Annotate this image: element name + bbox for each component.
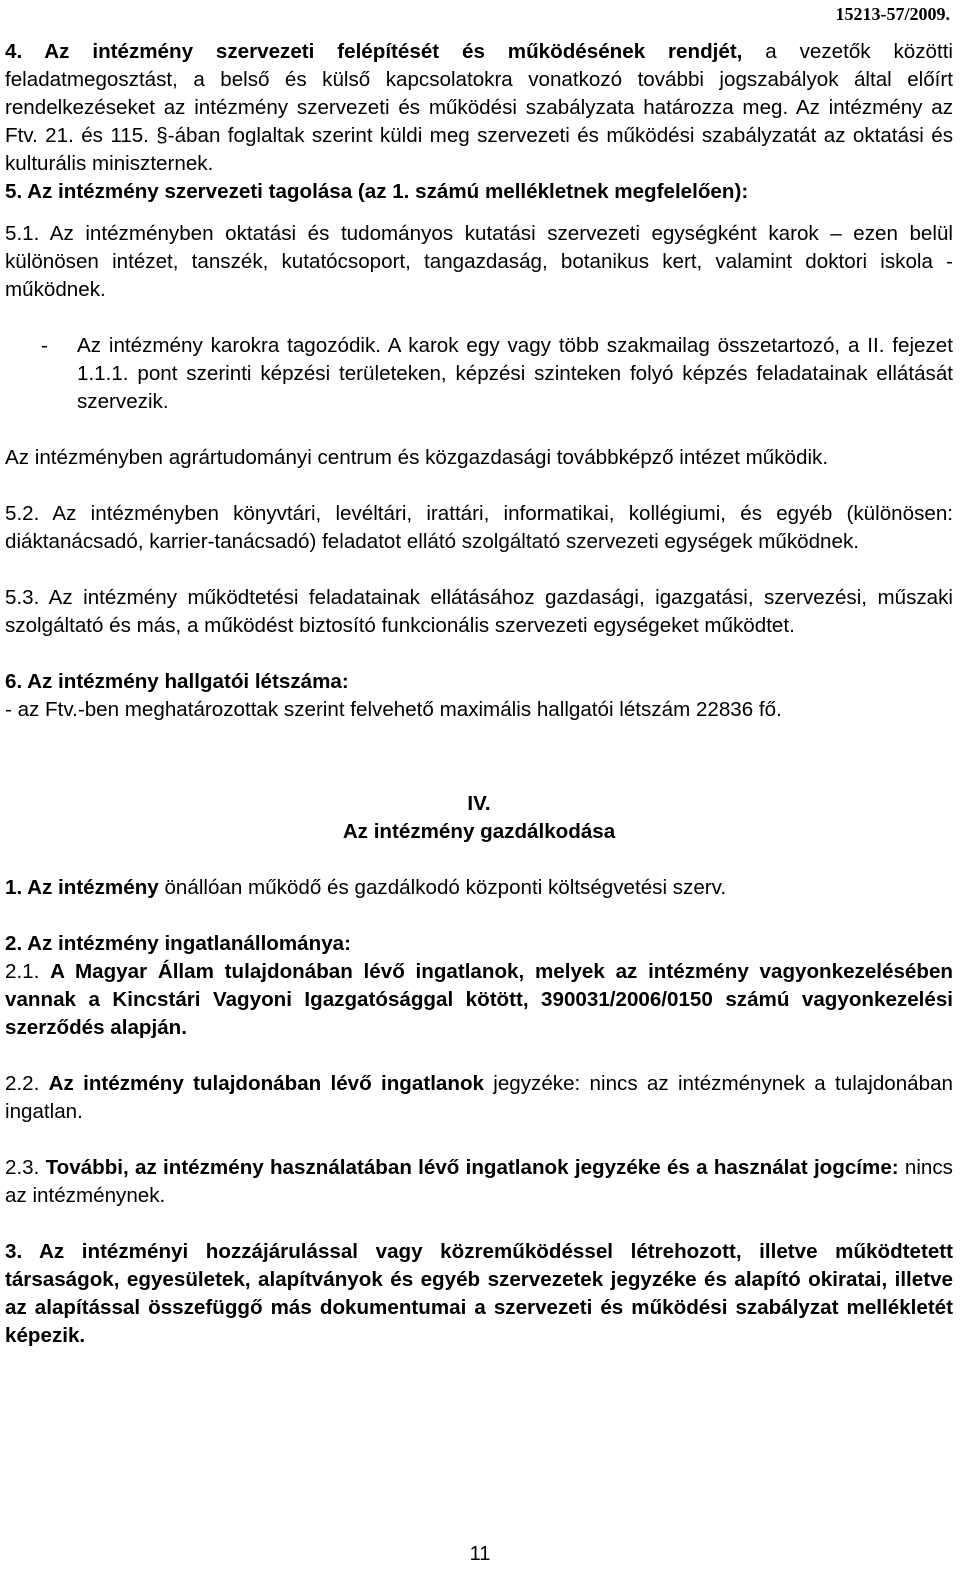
document-body (5, 38, 953, 1350)
p21-number: 2.1. (5, 960, 51, 983)
section-6-heading: 6. Az intézmény hallgatói létszáma: (5, 670, 349, 693)
paragraph-g1 (5, 874, 953, 902)
paragraph-5-1: 5.1. Az intézményben oktatási és tudományos kutatási szervezeti egységként karok – ezen belül különösen intézet, tanszék, kutatócsoport, tangazdaság, botanikus kert, valamint doktori iskola - működnek. (5, 222, 953, 301)
section-5-heading: 5. Az intézmény szervezeti tagolása (az 1. számú mellékletnek megfelelően): (5, 180, 749, 203)
g1-bold: 1. Az intézmény (5, 876, 159, 899)
p22-number: 2.2. (5, 1072, 49, 1095)
section-6-text: - az Ftv.-ben meghatározottak szerint felvehető maximális hallgatói létszám 22836 fő. (5, 698, 782, 721)
g1-text: önállóan működő és gazdálkodó központi költségvetési szerv. (158, 876, 727, 899)
section-4-heading: 4. Az intézmény szervezeti felépítését és működésének rendjét, (5, 40, 743, 63)
p22-bold: Az intézmény tulajdonában lévő ingatlanok (48, 1072, 484, 1095)
chapter-title: Az intézmény gazdálkodása (342, 820, 616, 843)
section-4-paragraph (5, 38, 953, 178)
p21-bold: A Magyar Állam tulajdonában lévő ingatlanok, melyek az intézmény vagyonkezelésében vannak a Kincstári Vagyoni Igazgatósággal kötött, 390031/2006/0150 számú vagyonkezelési szerződés alapján. (5, 960, 953, 1039)
p22-text: jegyzéke: nincs az intézménynek a tulajdonában ingatlan. (5, 1072, 953, 1123)
paragraph-2-2 (5, 1070, 953, 1126)
p23-text: nincs az intézménynek. (5, 1156, 953, 1207)
paragraph-2-1 (5, 958, 953, 1042)
paragraph-2-3 (5, 1154, 953, 1210)
p23-number: 2.3. (5, 1156, 46, 1179)
page-number: 11 (469, 1543, 491, 1565)
paragraph-g3: 3. Az intézményi hozzájárulással vagy közreműködéssel létrehozott, illetve működtetett társaságok, egyesületek, alapítványok és egyéb szervezetek jegyzéke és alapító okiratai, illetve az alapítással összefüggő más dokumentumai a szervezeti és működési szabályzat mellékletét képezik. (5, 1240, 953, 1347)
p23-bold: További, az intézmény használatában lévő ingatlanok jegyzéke és a használat jogcíme: (45, 1156, 899, 1179)
paragraph-g2-heading: 2. Az intézmény ingatlanállománya: (5, 932, 351, 955)
dash-list-item (5, 332, 953, 416)
section-4-text: a vezetők közötti feladatmegosztást, a belső és külső kapcsolatokra vonatkozó további jogszabályok által előírt rendelkezéseket az intézmény szervezeti és működési szabályzata határozza meg. Az intézmény az Ftv. 21. és 115. §-ában foglaltak szerint küldi meg szervezeti és működési szabályzatát az oktatási és kulturális miniszternek. (5, 40, 953, 175)
dash-marker: - (41, 334, 48, 357)
paragraph-5-2: 5.2. Az intézményben könyvtári, levéltári, irattári, informatikai, kollégiumi, és egyéb (különösen: diáktanácsadó, karrier-tanácsadó) feladatot ellátó szolgáltató szervezeti egységek működnek. (5, 502, 953, 553)
paragraph-5-3: 5.3. Az intézmény működtetési feladatainak ellátásához gazdasági, igazgatási, szervezési, műszaki szolgáltató és más, a működést biztosító funkcionális szervezeti egységeket működtet. (5, 586, 953, 637)
dash-list-text: Az intézmény karokra tagozódik. A karok egy vagy több szakmailag összetartozó, a II. fejezet 1.1.1. pont szerinti képzési területeken, képzési szinteken folyó képzés feladatainak ellátását szervezik. (77, 334, 953, 413)
document-number: 15213-57/2009. (835, 4, 950, 24)
paragraph-centrum: Az intézményben agrártudományi centrum és közgazdasági továbbképző intézet működik. (5, 446, 829, 469)
chapter-roman-numeral: IV. (467, 792, 491, 815)
